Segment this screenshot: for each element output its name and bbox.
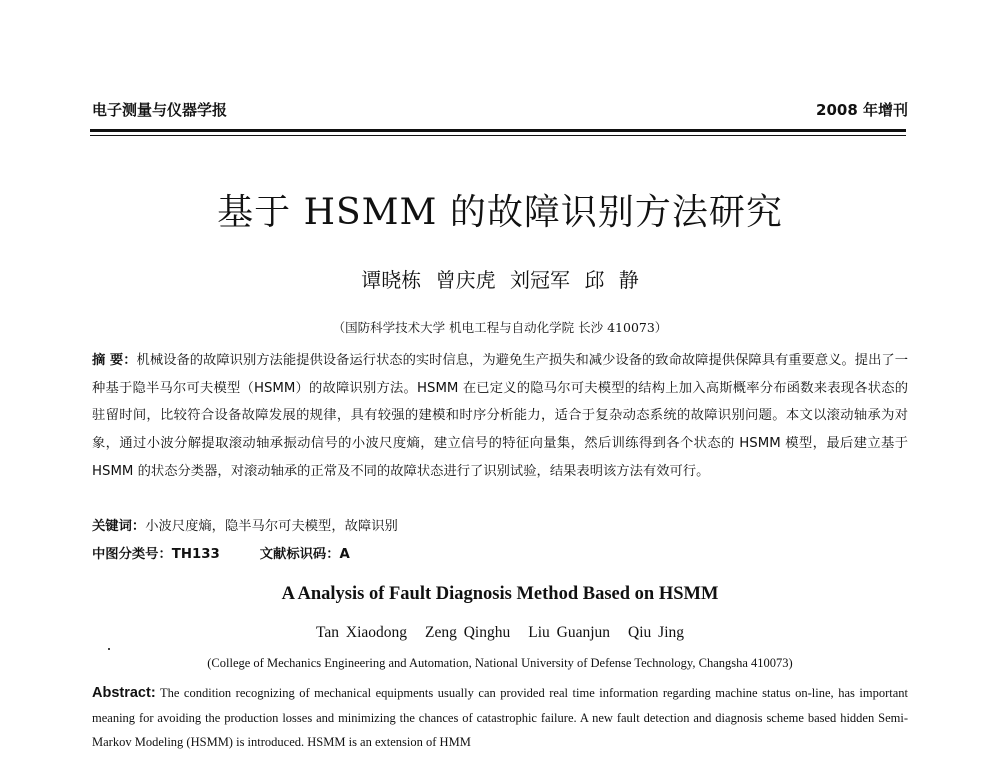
clc-label: 中图分类号：: [92, 547, 172, 562]
author-en: Liu Guanjun: [528, 624, 611, 641]
classification-line: [92, 541, 908, 569]
doc-code-value: A: [339, 547, 350, 562]
author-en: Zeng Qinghu: [425, 624, 511, 641]
author-en: Tan Xiaodong: [315, 624, 408, 641]
affiliation-cn: （国防科学技术大学 机电工程与自动化学院 长沙 410073）: [332, 320, 668, 335]
doc-code-label: 文献标识码：: [259, 547, 340, 562]
issue-label: 2008 年增刊: [816, 101, 908, 119]
clc-value: TH133: [171, 547, 220, 562]
header-rule-thin: [90, 135, 906, 136]
abstract-en-label: Abstract:: [92, 685, 156, 701]
abstract-cn-label: 摘 要：: [92, 353, 137, 368]
author-en: Qiu Jing: [628, 624, 684, 641]
running-head: [92, 96, 908, 120]
affiliation-en: (College of Mechanics Engineering and Automation, National University of Defense Technology, Changsha 410073): [207, 656, 793, 670]
keywords-cn-label: 关键词：: [92, 519, 146, 534]
abstract-en: [92, 681, 908, 755]
authors-en: [0, 624, 1000, 642]
abstract-cn: [92, 347, 908, 486]
keywords-cn-text: 小波尺度熵，隐半马尔可夫模型，故障识别: [145, 519, 398, 534]
abstract-cn-text: 机械设备的故障识别方法能提供设备运行状态的实时信息，为避免生产损失和减少设备的致命故障提供保障具有重要意义。提出了一种基于隐半马尔可夫模型（HSMM）的故障识别方法。HSMM 在已定义的隐马尔可夫模型的结构上加入高斯概率分布函数来表现各状态的驻留时间，比较符合设备故障发展的规律，具有较强的建模和时序分析能力，适合于复杂动态系统的故障识别问题。本文以滚动轴承为对象，通过小波分解提取滚动轴承振动信号的小波尺度熵，建立信号的特征向量集，然后训练得到各个状态的 HSMM 模型，最后建立基于 HSMM 的状态分类器，对滚动轴承的正常及不同的故障状态进行了识别试验，结果表明该方法有效可行。: [92, 353, 908, 479]
abstract-en-text: The condition recognizing of mechanical equipments usually can provided real time information regarding machine status on-line, has important meaning for avoiding the production losses and minimizing the chances of catastrophic failure. A new fault detection and diagnosis scheme based hidden Semi-Markov Modeling (HSMM) is introduced. HSMM is an extension of HMM: [92, 686, 908, 749]
scan-speck: [108, 648, 110, 650]
paper-title-en: A Analysis of Fault Diagnosis Method Based on HSMM: [281, 584, 719, 604]
keywords-cn: [92, 513, 908, 541]
authors-cn: 谭晓栋 曾庆虎 刘冠军 邱 静: [361, 268, 639, 292]
header-rule-thick: [90, 129, 906, 132]
paper-title-cn: 基于 HSMM 的故障识别方法研究: [217, 192, 783, 233]
journal-name: 电子测量与仪器学报: [92, 101, 228, 119]
